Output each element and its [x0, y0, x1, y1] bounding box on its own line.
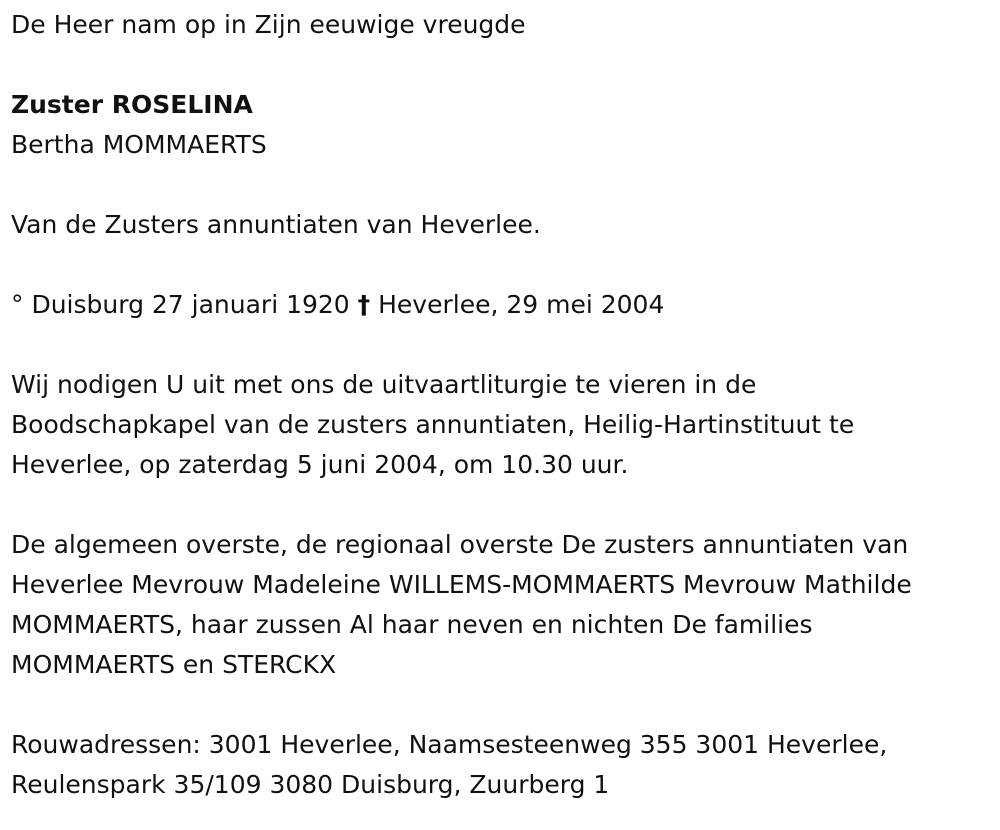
spacer — [11, 165, 991, 205]
life-dates — [11, 285, 991, 325]
religious-name: Zuster ROSELINA — [11, 90, 253, 119]
family-line: Heverlee Mevrouw Madeleine WILLEMS-MOMMAERTS Mevrouw Mathilde — [11, 570, 912, 599]
spacer — [11, 485, 991, 525]
invitation-line: Boodschapkapel van de zusters annuntiaten, Heilig-Hartinstituut te — [11, 410, 855, 439]
spacer — [11, 245, 991, 285]
family-line: De algemeen overste, de regionaal overste De zusters annuntiaten van — [11, 530, 909, 559]
spacer — [11, 325, 991, 365]
spacer — [11, 685, 991, 725]
family-line: MOMMAERTS, haar zussen Al haar neven en nichten De families — [11, 610, 813, 639]
dagger-icon: † — [357, 290, 371, 319]
death-date: Heverlee, 29 mei 2004 — [378, 290, 665, 319]
address-line: Reulenspark 35/109 3080 Duisburg, Zuurberg 1 — [11, 770, 610, 799]
notice-heading: De Heer nam op in Zijn eeuwige vreugde — [11, 10, 526, 39]
spacer — [11, 45, 991, 85]
invitation-line: Heverlee, op zaterdag 5 juni 2004, om 10.30 uur. — [11, 450, 629, 479]
birth-date: Duisburg 27 januari 1920 — [31, 290, 350, 319]
address-paragraph — [11, 725, 991, 805]
invitation-line: Wij nodigen U uit met ons de uitvaartliturgie te vieren in de — [11, 370, 757, 399]
invitation-paragraph — [11, 365, 991, 485]
birth-symbol: ° — [11, 290, 24, 319]
address-line: Rouwadressen: 3001 Heverlee, Naamsesteenweg 355 3001 Heverlee, — [11, 730, 888, 759]
civil-name: Bertha MOMMAERTS — [11, 130, 267, 159]
obituary-notice — [11, 0, 991, 805]
family-line: MOMMAERTS en STERCKX — [11, 650, 337, 679]
family-paragraph — [11, 525, 991, 685]
congregation: Van de Zusters annuntiaten van Heverlee. — [11, 210, 541, 239]
